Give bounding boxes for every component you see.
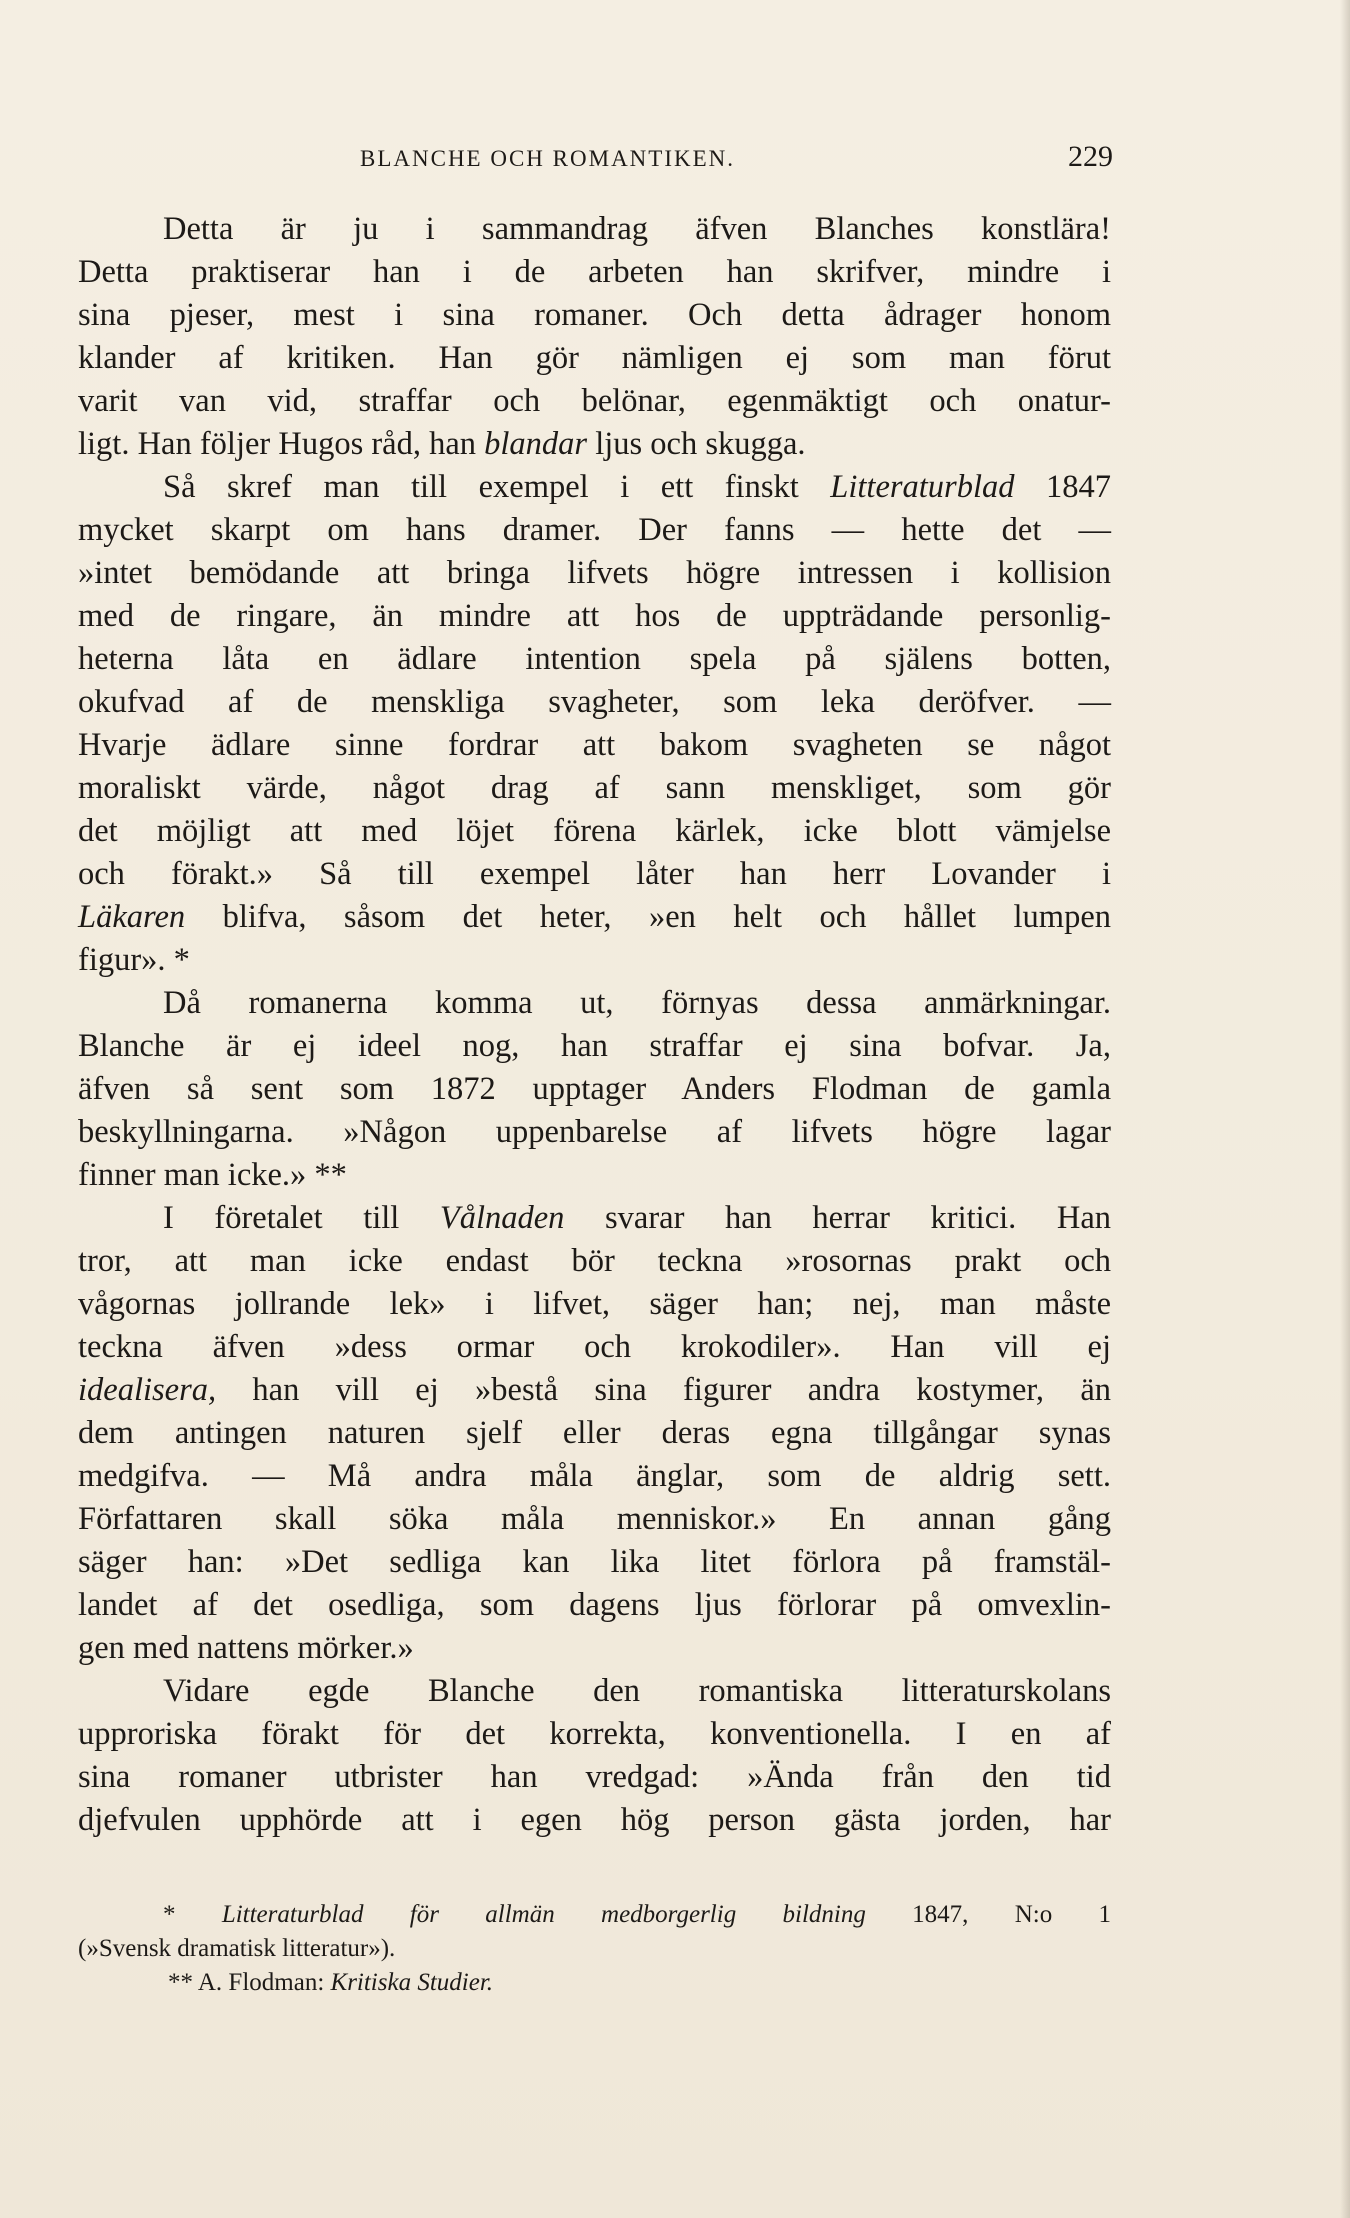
text-line: [78, 982, 1111, 1025]
text-run: ljus och skugga.: [587, 426, 806, 462]
text-line: [78, 1455, 1111, 1498]
text-run: ligt. Han följer Hugos råd, han: [78, 426, 485, 462]
text-line: [78, 853, 1111, 896]
text-line: [78, 1584, 1111, 1627]
text-line: [78, 1799, 1111, 1842]
italic-text: Litteraturblad för allmän medborgerlig bildning: [221, 1901, 866, 1928]
text-line: [78, 724, 1111, 767]
text-line: [78, 767, 1111, 810]
text-run: I företalet till: [163, 1200, 440, 1236]
text-run: sina pjeser, mest i sina romaner. Och detta ådrager honom: [78, 297, 1111, 333]
text-line: [78, 1541, 1111, 1584]
text-run: Författaren skall söka måla menniskor.» En annan gång: [78, 1501, 1111, 1537]
text-run: dem antingen naturen sjelf eller deras egna tillgångar synas: [78, 1415, 1111, 1451]
text-line: [78, 681, 1111, 724]
page-edge-shadow: [1340, 0, 1350, 2218]
text-run: »intet bemödande att bringa lifvets högre intressen i kollision: [78, 555, 1111, 591]
text-run: okufvad af de menskliga svagheter, som leka deröfver. —: [78, 684, 1111, 720]
text-run: han vill ej »bestå sina figurer andra kostymer, än: [216, 1372, 1111, 1408]
text-run: det möjligt att med löjet förena kärlek, icke blott vämjelse: [78, 813, 1111, 849]
text-run: medgifva. — Må andra måla änglar, som de aldrig sett.: [78, 1458, 1111, 1494]
italic-text: Vålnaden: [439, 1200, 565, 1236]
text-run: djefvulen upphörde att i egen hög person gästa jorden, har: [78, 1802, 1111, 1838]
text-run: beskyllningarna. »Någon uppenbarelse af lifvets högre lagar: [78, 1114, 1111, 1150]
text-run: blifva, såsom det heter, »en helt och hållet lumpen: [185, 899, 1111, 935]
text-run: klander af kritiken. Han gör nämligen ej som man förut: [78, 340, 1111, 376]
text-run: landet af det osedliga, som dagens ljus förlorar på omvexlin-: [78, 1587, 1111, 1623]
text-run: 1847, N:o 1: [865, 1901, 1112, 1928]
text-run: Vidare egde Blanche den romantiska litteraturskolans: [163, 1673, 1111, 1709]
text-run: svarar han herrar kritici. Han: [564, 1200, 1111, 1236]
text-line: [78, 423, 1111, 466]
text-run: 1847: [1014, 469, 1111, 505]
footnotes: [78, 1898, 1111, 2000]
body-text: [78, 208, 1111, 1842]
text-line: [78, 1283, 1111, 1326]
text-line: [78, 1326, 1111, 1369]
text-run: tror, att man icke endast bör teckna »rosornas prakt och: [78, 1243, 1111, 1279]
text-run: (»Svensk dramatisk litteratur»).: [78, 1935, 396, 1962]
italic-text: idealisera,: [78, 1372, 217, 1408]
text-line: [78, 638, 1111, 681]
text-line: [78, 509, 1111, 552]
text-line: [78, 294, 1111, 337]
italic-text: Läkaren: [78, 899, 186, 935]
text-line: [78, 337, 1111, 380]
text-run: finner man icke.» **: [78, 1157, 347, 1193]
text-run: Detta är ju i sammandrag äfven Blanches konstlära!: [163, 211, 1111, 247]
text-run: med de ringare, än mindre att hos de uppträdande personlig-: [78, 598, 1111, 634]
text-line: [78, 466, 1111, 509]
text-run: gen med nattens mörker.»: [78, 1630, 414, 1666]
text-run: heterna låta en ädlare intention spela på själens botten,: [78, 641, 1111, 677]
text-line: [78, 1154, 1111, 1197]
italic-text: Kritiska Studier.: [330, 1969, 494, 1996]
text-line: [78, 896, 1111, 939]
text-run: Så skref man till exempel i ett finskt: [163, 469, 831, 505]
text-line: [78, 939, 1111, 982]
text-line: [78, 1111, 1111, 1154]
running-title: BLANCHE OCH ROMANTIKEN.: [360, 146, 736, 171]
text-line: [78, 1756, 1111, 1799]
italic-text: Litteraturblad: [830, 469, 1015, 505]
text-line: [78, 552, 1111, 595]
text-line: [78, 1412, 1111, 1455]
footnote-line: [78, 1898, 1111, 1932]
text-run: varit van vid, straffar och belönar, egenmäktigt och onatur-: [78, 383, 1111, 419]
text-line: [78, 1025, 1111, 1068]
text-line: [78, 208, 1111, 251]
text-line: [78, 810, 1111, 853]
text-run: äfven så sent som 1872 upptager Anders Flodman de gamla: [78, 1071, 1111, 1107]
text-line: [78, 1369, 1111, 1412]
text-run: Hvarje ädlare sinne fordrar att bakom svagheten se något: [78, 727, 1111, 763]
text-run: *: [163, 1901, 222, 1928]
text-run: ** A. Flodman:: [168, 1969, 331, 1996]
text-line: [78, 1498, 1111, 1541]
text-line: [78, 1240, 1111, 1283]
text-run: mycket skarpt om hans dramer. Der fanns — hette det —: [78, 512, 1111, 548]
footnote-line: [78, 1966, 1111, 2000]
text-run: vågornas jollrande lek» i lifvet, säger han; nej, man måste: [78, 1286, 1111, 1322]
text-line: [78, 1670, 1111, 1713]
text-run: Blanche är ej ideel nog, han straffar ej sina bofvar. Ja,: [78, 1028, 1111, 1064]
text-line: [78, 1197, 1111, 1240]
italic-text: blandar: [484, 426, 588, 462]
text-run: upproriska förakt för det korrekta, konventionella. I en af: [78, 1716, 1111, 1752]
text-line: [78, 595, 1111, 638]
text-line: [78, 1627, 1111, 1670]
text-line: [78, 251, 1111, 294]
text-run: moraliskt värde, något drag af sann menskliget, som gör: [78, 770, 1111, 806]
text-run: säger han: »Det sedliga kan lika litet förlora på framstäl-: [78, 1544, 1111, 1580]
text-run: sina romaner utbrister han vredgad: »Ända från den tid: [78, 1759, 1111, 1795]
text-line: [78, 1713, 1111, 1756]
footnote-line: [78, 1932, 1111, 1966]
text-line: [78, 1068, 1111, 1111]
text-run: teckna äfven »dess ormar och krokodiler». Han vill ej: [78, 1329, 1111, 1365]
text-run: figur». *: [78, 942, 190, 978]
text-run: Detta praktiserar han i de arbeten han skrifver, mindre i: [78, 254, 1111, 290]
text-run: Då romanerna komma ut, förnyas dessa anmärkningar.: [163, 985, 1111, 1021]
text-line: [78, 380, 1111, 423]
text-run: och förakt.» Så till exempel låter han herr Lovander i: [78, 856, 1111, 892]
page-number: 229: [1068, 140, 1113, 173]
